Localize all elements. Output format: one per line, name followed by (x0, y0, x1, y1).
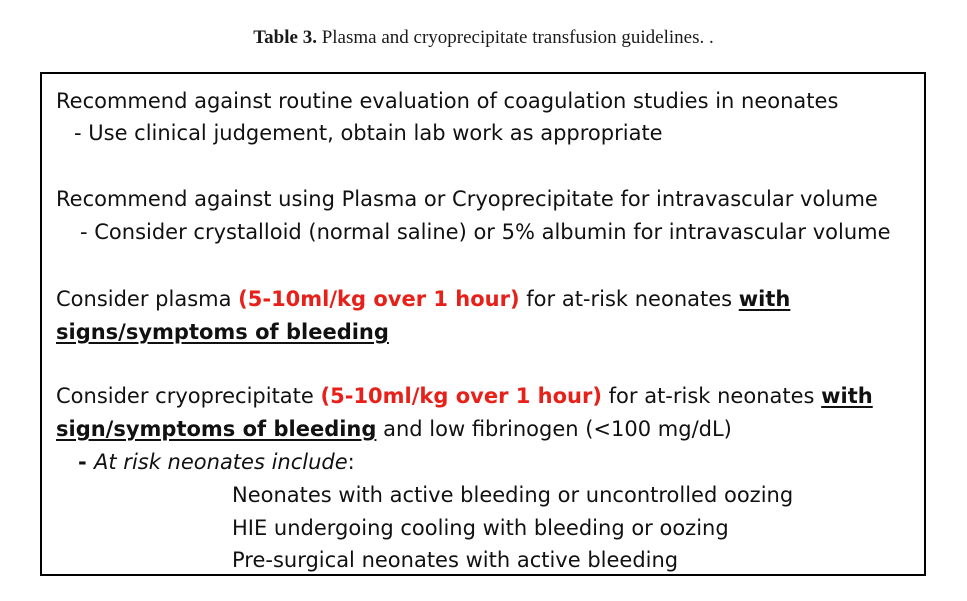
at-risk-dash: - (78, 450, 95, 474)
cryo-prefix: Consider cryoprecipitate (56, 384, 321, 408)
table-title: Plasma and cryoprecipitate transfusion guidelines. . (316, 27, 714, 48)
at-risk-intro (78, 448, 355, 476)
cryo-middle: for at-risk neonates (601, 384, 822, 408)
guideline-coagulation: Recommend against routine evaluation of coagulation studies in neonates (56, 89, 839, 113)
cryo-dose: (5-10ml/kg over 1 hour) (320, 384, 602, 408)
plasma-middle: for at-risk neonates (519, 287, 739, 311)
plasma-dose: (5-10ml/kg over 1 hour) (238, 287, 520, 311)
guideline-cryo-cont (56, 415, 732, 443)
table-label: Table 3. (253, 27, 317, 48)
list-item: Pre-surgical neonates with active bleeding (232, 548, 679, 572)
guideline-volume: Recommend against using Plasma or Cryoprecipitate for intravascular volume (56, 187, 878, 211)
list-item: HIE undergoing cooling with bleeding or oozing (232, 516, 729, 540)
cryo-emphasis-2: sign/symptoms of bleeding (56, 417, 377, 441)
guidelines-box (40, 72, 926, 576)
guideline-volume-sub: - Consider crystalloid (normal saline) or 5% albumin for intravascular volume (80, 220, 891, 244)
plasma-emphasis-1: with (738, 287, 791, 311)
list-item: Neonates with active bleeding or uncontrolled oozing (232, 483, 794, 507)
cryo-emphasis-1: with (821, 384, 873, 408)
guideline-cryo (56, 382, 873, 410)
at-risk-label: At risk neonates include (94, 450, 348, 474)
plasma-prefix: Consider plasma (56, 287, 239, 311)
plasma-emphasis-2: signs/symptoms of bleeding (56, 320, 389, 344)
at-risk-colon: : (347, 450, 355, 474)
table-caption (0, 27, 967, 49)
cryo-suffix: and low fibrinogen (<100 mg/dL) (376, 417, 732, 441)
guideline-plasma-cont (56, 318, 389, 346)
guideline-coagulation-sub: - Use clinical judgement, obtain lab work as appropriate (74, 121, 663, 145)
guideline-plasma (56, 285, 790, 313)
